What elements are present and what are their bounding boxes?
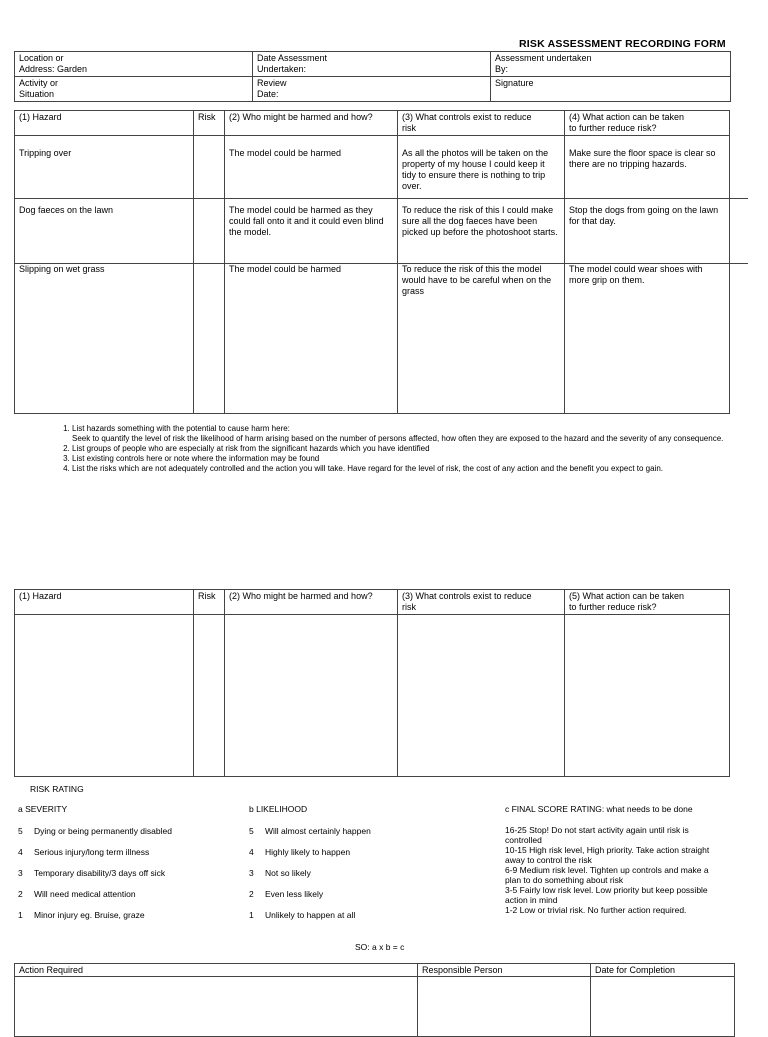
- controls-text: To reduce the risk of this the model would have to be careful when on the grass: [402, 264, 552, 296]
- severity-list: [18, 826, 238, 931]
- col-controls: (3) What controls exist to reduce risk: [398, 590, 565, 615]
- likelihood-item: 3 Not so likely: [249, 868, 311, 878]
- who-text: The model could be harmed: [229, 148, 342, 158]
- note-item: 1. List hazards something with the potential to cause harm here: Seek to quantify the level of risk the likelihood of harm arising based on the number of persons affected, how often they are exposed to the hazard and the severity of any consequence.: [72, 424, 736, 444]
- who-text: The model could be harmed: [229, 264, 342, 274]
- controls-text: As all the photos will be taken on the property of my house I could keep it tidy to ensure there is nothing to trip over.: [402, 148, 549, 191]
- severity-title: a SEVERITY: [18, 804, 68, 814]
- final-score-list: [505, 826, 727, 916]
- note-item: 2. List groups of people who are especially at risk from the significant hazards which you have identified: [72, 444, 736, 454]
- likelihood-item: 1 Unlikely to happen at all: [249, 910, 356, 920]
- controls-cell[interactable]: [398, 136, 565, 414]
- likelihood-item: 5 Will almost certainly happen: [249, 826, 371, 836]
- hazard-text: Tripping over: [19, 148, 72, 158]
- date-field[interactable]: Date Assessment Undertaken:: [253, 52, 491, 77]
- responsible-person-cell[interactable]: [418, 977, 591, 1037]
- final-score-item: 6-9 Medium risk level. Tighten up controls and make a plan to do something about risk: [505, 865, 709, 885]
- instructions-notes: [56, 424, 736, 474]
- action-cell[interactable]: [565, 136, 730, 414]
- likelihood-item: 2 Even less likely: [249, 889, 324, 899]
- severity-item: 5 Dying or being permanently disabled: [18, 826, 172, 836]
- review-date-field[interactable]: Review Date:: [253, 77, 491, 102]
- likelihood-list: [249, 826, 479, 931]
- who-cell[interactable]: [225, 615, 398, 777]
- final-title: c FINAL SCORE RATING: what needs to be done: [505, 804, 693, 814]
- row-divider: [14, 198, 748, 199]
- date-completion-cell[interactable]: [591, 977, 735, 1037]
- col-risk: Risk: [194, 111, 225, 136]
- action-text: The model could wear shoes with more grip on them.: [569, 264, 703, 285]
- col-action: (4) What action can be taken to further reduce risk?: [565, 111, 730, 136]
- action-required-cell[interactable]: [15, 977, 418, 1037]
- hazard-cell[interactable]: [15, 615, 194, 777]
- col-who: (2) Who might be harmed and how?: [225, 590, 398, 615]
- col-responsible-person: Responsible Person: [418, 964, 591, 977]
- severity-item: 3 Temporary disability/3 days off sick: [18, 868, 166, 878]
- formula: SO: a x b = c: [355, 942, 405, 952]
- col-date-completion: Date for Completion: [591, 964, 735, 977]
- hazard-text: Slipping on wet grass: [19, 264, 105, 274]
- risk-cell[interactable]: [194, 136, 225, 414]
- note-item: 4. List the risks which are not adequately controlled and the action you will take. Have regard for the level of risk, the cost of any action and the benefit you expect to gain.: [72, 464, 736, 474]
- col-who: (2) Who might be harmed and how?: [225, 111, 398, 136]
- final-score-item: 10-15 High risk level, High priority. Take action straight away to control the risk: [505, 845, 710, 865]
- hazard-table-1: [14, 110, 730, 414]
- col-controls: (3) What controls exist to reduce risk: [398, 111, 565, 136]
- final-score-item: 3-5 Fairly low risk level. Low priority but keep possible action in mind: [505, 885, 708, 905]
- col-hazard: (1) Hazard: [15, 111, 194, 136]
- col-action: (5) What action can be taken to further reduce risk?: [565, 590, 730, 615]
- header-table: [14, 51, 731, 102]
- risk-rating-title: RISK RATING: [30, 784, 84, 794]
- severity-item: 2 Will need medical attention: [18, 889, 136, 899]
- hazard-text: Dog faeces on the lawn: [19, 205, 114, 215]
- action-text: Stop the dogs from going on the lawn for that day.: [569, 205, 719, 226]
- severity-item: 1 Minor injury eg. Bruise, graze: [18, 910, 145, 920]
- who-text: The model could be harmed as they could fall onto it and it could even blind the model.: [229, 205, 384, 237]
- controls-text: To reduce the risk of this I could make sure all the dog faeces have been picked up before the photoshoot starts.: [402, 205, 558, 237]
- col-hazard: (1) Hazard: [15, 590, 194, 615]
- assessed-by-field[interactable]: Assessment undertaken By:: [491, 52, 731, 77]
- col-risk: Risk: [194, 590, 225, 615]
- likelihood-item: 4 Highly likely to happen: [249, 847, 351, 857]
- likelihood-title: b LIKELIHOOD: [249, 804, 308, 814]
- final-score-item: 1-2 Low or trivial risk. No further action required.: [505, 905, 687, 915]
- controls-cell[interactable]: [398, 615, 565, 777]
- who-cell[interactable]: [225, 136, 398, 414]
- note-item: 3. List existing controls here or note where the information may be found: [72, 454, 736, 464]
- activity-field[interactable]: Activity or Situation: [15, 77, 253, 102]
- hazard-cell[interactable]: [15, 136, 194, 414]
- col-action-required: Action Required: [15, 964, 418, 977]
- hazard-table-2: [14, 589, 730, 777]
- action-text: Make sure the floor space is clear so there are no tripping hazards.: [569, 148, 716, 169]
- risk-cell[interactable]: [194, 615, 225, 777]
- severity-item: 4 Serious injury/long term illness: [18, 847, 150, 857]
- location-field[interactable]: Location or Address: Garden: [15, 52, 253, 77]
- form-title: RISK ASSESSMENT RECORDING FORM: [519, 38, 726, 50]
- row-divider: [14, 263, 748, 264]
- final-score-item: 16-25 Stop! Do not start activity again until risk is controlled: [505, 825, 689, 845]
- action-table: [14, 963, 735, 1037]
- signature-field[interactable]: Signature: [491, 77, 731, 102]
- action-cell[interactable]: [565, 615, 730, 777]
